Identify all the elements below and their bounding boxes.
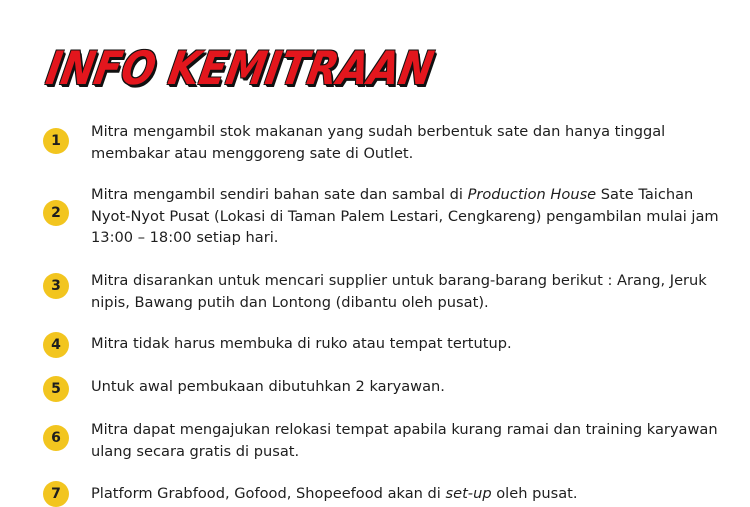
item-number-badge: 6 — [43, 425, 69, 451]
page-title: INFO KEMITRAAN — [42, 41, 438, 95]
item-number-badge: 2 — [43, 200, 69, 226]
item-number-badge: 5 — [43, 376, 69, 402]
item-text-italic: set-up — [445, 485, 492, 502]
item-number-badge: 3 — [43, 273, 69, 299]
item-text — [91, 483, 736, 505]
item-text — [91, 184, 736, 249]
item-text-part: Platform Grabfood, Gofood, Shopeefood akan di — [91, 485, 446, 502]
item-text: Untuk awal pembukaan dibutuhkan 2 karyawan. — [91, 378, 445, 395]
item-text: Mitra dapat mengajukan relokasi tempat apabila kurang ramai dan training karyawan ulang secara gratis di pusat. — [91, 421, 718, 460]
item-number-badge: 1 — [43, 128, 69, 154]
item-text-italic: Production House — [467, 186, 597, 203]
item-number-badge: 4 — [43, 332, 69, 358]
item-text-part: oleh pusat. — [491, 485, 578, 502]
item-text-part: Mitra mengambil sendiri bahan sate dan sambal di — [91, 186, 468, 203]
item-text-part: Sate Taichan Nyot-Nyot Pusat (Lokasi di Taman Palem Lestari, Cengkareng) pengambilan mulai jam 13:00 – 18:00 setiap hari. — [91, 186, 719, 246]
item-text: Mitra tidak harus membuka di ruko atau tempat tertutup. — [91, 335, 512, 352]
item-number-badge: 7 — [43, 481, 69, 507]
item-text: Mitra mengambil stok makanan yang sudah berbentuk sate dan hanya tinggal membakar atau menggoreng sate di Outlet. — [91, 123, 666, 162]
item-text: Mitra disarankan untuk mencari supplier untuk barang-barang berikut : Arang, Jeruk nipis, Bawang putih dan Lontong (dibantu oleh pusat). — [91, 272, 707, 311]
